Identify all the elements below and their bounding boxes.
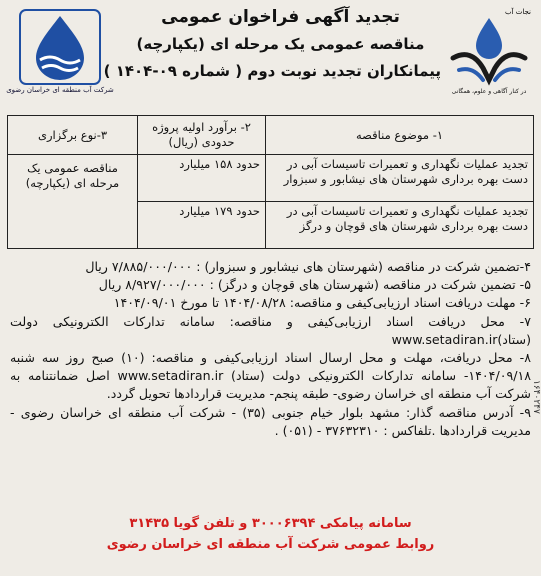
- hands-water-drop-icon: [443, 8, 535, 88]
- tender-table: [7, 115, 534, 249]
- row-subject: تجدید عملیات نگهداری و تعمیرات تاسیسات آبی در دست بهره برداری شهرستان های نیشابور و سبزوار: [266, 155, 534, 202]
- item-guarantee-quchan: ۵- تضمین شرکت در مناقصه (شهرستان های قوچان و درگز) : ۸/۹۲۷/۰۰۰/۰۰۰ ریال: [98, 277, 531, 293]
- right-logo-caption: در کنار آگاهی و علوم، همگانی: [451, 88, 527, 95]
- notice-title: تجدید آگهی فراخوان عمومی: [161, 7, 400, 27]
- notice-title-block: [103, 4, 441, 85]
- row-estimate: حدود ۱۵۸ میلیارد: [138, 155, 266, 202]
- water-saving-logo: [443, 8, 535, 104]
- row-type: مناقصه عمومی یک مرحله ای (یکپارچه): [8, 155, 138, 249]
- column-header-estimate: ۲- برآورد اولیه پروژه حدودی (ریال): [138, 116, 266, 155]
- item-guarantee-neyshabur: ۴-تضمین شرکت در مناقصه (شهرستان های نیشابور و سبزوار) : ۷/۸۸۵/۰۰۰/۰۰۰ ریال: [85, 259, 531, 274]
- notice-number: پیمانکاران تجدید نوبت دوم ( شماره ۰۹-۱۴۰۴ ): [103, 62, 441, 80]
- table-row: [8, 155, 534, 202]
- item-document-deadline: ۶- مهلت دریافت اسناد ارزیابی‌کیفی و مناقصه: ۱۴۰۴/۰۸/۲۸ تا مورخ ۱۴۰۴/۰۹/۰۱: [113, 295, 531, 311]
- column-header-subject: ۱- موضوع مناقصه: [266, 116, 534, 155]
- row-subject: تجدید عملیات نگهداری و تعمیرات تاسیسات آبی در دست بهره برداری شهرستان های قوچان و درگز: [266, 202, 534, 249]
- item-document-location: ۷- محل دریافت اسناد ارزیابی‌کیفی و مناقصه: سامانه تدارکات الکترونیکی دولت (ستاد)www.setadiran.ir: [10, 313, 531, 347]
- water-drop-logo-icon: [6, 8, 114, 86]
- regional-water-company-logo: [6, 8, 114, 104]
- right-logo-top-caption: نجات آب: [505, 8, 531, 16]
- footer-contact: سامانه پیامکی ۳۰۰۰۶۳۹۴ و تلفن گویا ۳۱۴۳۵: [129, 516, 412, 531]
- notice-items: [10, 258, 531, 440]
- row-estimate: حدود ۱۷۹ میلیارد: [138, 202, 266, 249]
- notice-footer: [0, 513, 541, 555]
- item-tenderer-address: ۹- آدرس مناقصه گذار: مشهد بلوار خیام جنوبی (۳۵) - شرکت آب منطقه ای خراسان رضوی - مدیریت قراردادها .تلفاکس : ۳۷۶۳۲۳۱۰ - (۰۵۱) .: [10, 404, 531, 438]
- table-header-row: [8, 116, 534, 155]
- column-header-type: ۳-نوع برگزاری: [8, 116, 138, 155]
- notice-subtitle: مناقصه عمومی یک مرحله ای (یکپارچه): [136, 35, 425, 53]
- item-submission-details: ۸- محل دریافت، مهلت و محل ارسال اسناد ارزیابی‌کیفی و مناقصه: (۱۰) صبح روز سه شنبه ۱۴۰۴/۰۹/۱۸- سامانه تدارکات الکترونیکی دولت (ستاد) www.setadiran.ir اصل ضمانتنامه به شرکت آب منطقه ای خراسان رضوی- طبقه پنجم- مدیریت قراردادها تحویل گردد.: [10, 350, 531, 402]
- side-reference-number: ۱۶۴۰۲۴۷: [531, 380, 541, 414]
- footer-public-relations: روابط عمومی شرکت آب منطقه ای خراسان رضوی: [106, 537, 435, 552]
- left-logo-caption: شرکت آب منطقه ای خراسان رضوی: [6, 86, 114, 94]
